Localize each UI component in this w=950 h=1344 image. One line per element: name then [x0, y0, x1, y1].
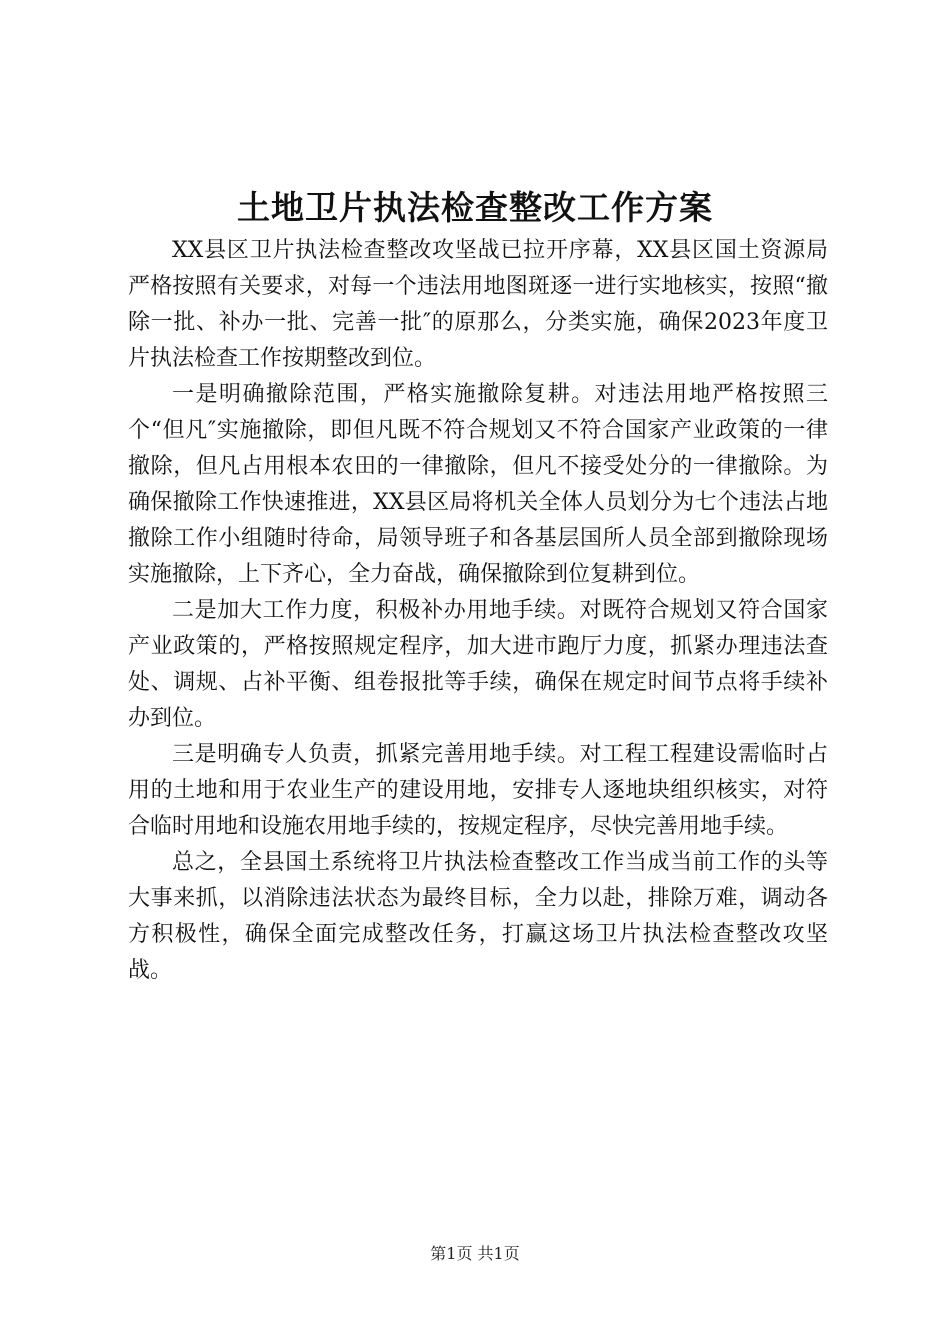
- paragraph-procedures: 二是加大工作力度，积极补办用地手续。对既符合规划又符合国家产业政策的，严格按照规定程序，加大进市跑厅力度，抓紧办理违法查处、调规、占补平衡、组卷报批等手续，确保在规定时间节点将手续补办到位。: [128, 598, 828, 731]
- paragraph-conclusion: 总之，全县国土系统将卫片执法检查整改工作当成当前工作的头等大事来抓，以消除违法状态为最终目标，全力以赴，排除万难，调动各方积极性，确保全面完成整改任务，打赢这场卫片执法检查整改攻坚战。: [128, 850, 828, 983]
- paragraph-demolition: 一是明确撤除范围，严格实施撤除复耕。对违法用地严格按照三个“但凡″实施撤除，即但凡既不符合规划又不符合国家产业政策的一律撤除，但凡占用根本农田的一律撤除，但凡不接受处分的一律撤除。为确保撤除工作快速推进，XX县区局将机关全体人员划分为七个违法占地撤除工作小组随时待命，局领导班子和各基层国所人员全部到撤除现场实施撤除，上下齐心，全力奋战，确保撤除到位复耕到位。: [128, 382, 828, 587]
- document-title: 土地卫片执法检查整改工作方案: [237, 188, 713, 227]
- page-footer: 第1页 共1页: [430, 1244, 520, 1263]
- document-body: [128, 233, 828, 989]
- paragraph-intro: XX县区卫片执法检查整改攻坚战已拉开序幕，XX县区国土资源局严格按照有关要求，对每一个违法用地图斑逐一进行实地核实，按照“撤除一批、补办一批、完善一批″的原那么，分类实施，确保2023年度卫片执法检查工作按期整改到位。: [128, 238, 828, 371]
- paragraph-improvement: 三是明确专人负责，抓紧完善用地手续。对工程工程建设需临时占用的土地和用于农业生产的建设用地，安排专人逐地块组织核实，对符合临时用地和设施农用地手续的，按规定程序，尽快完善用地手续。: [128, 742, 828, 839]
